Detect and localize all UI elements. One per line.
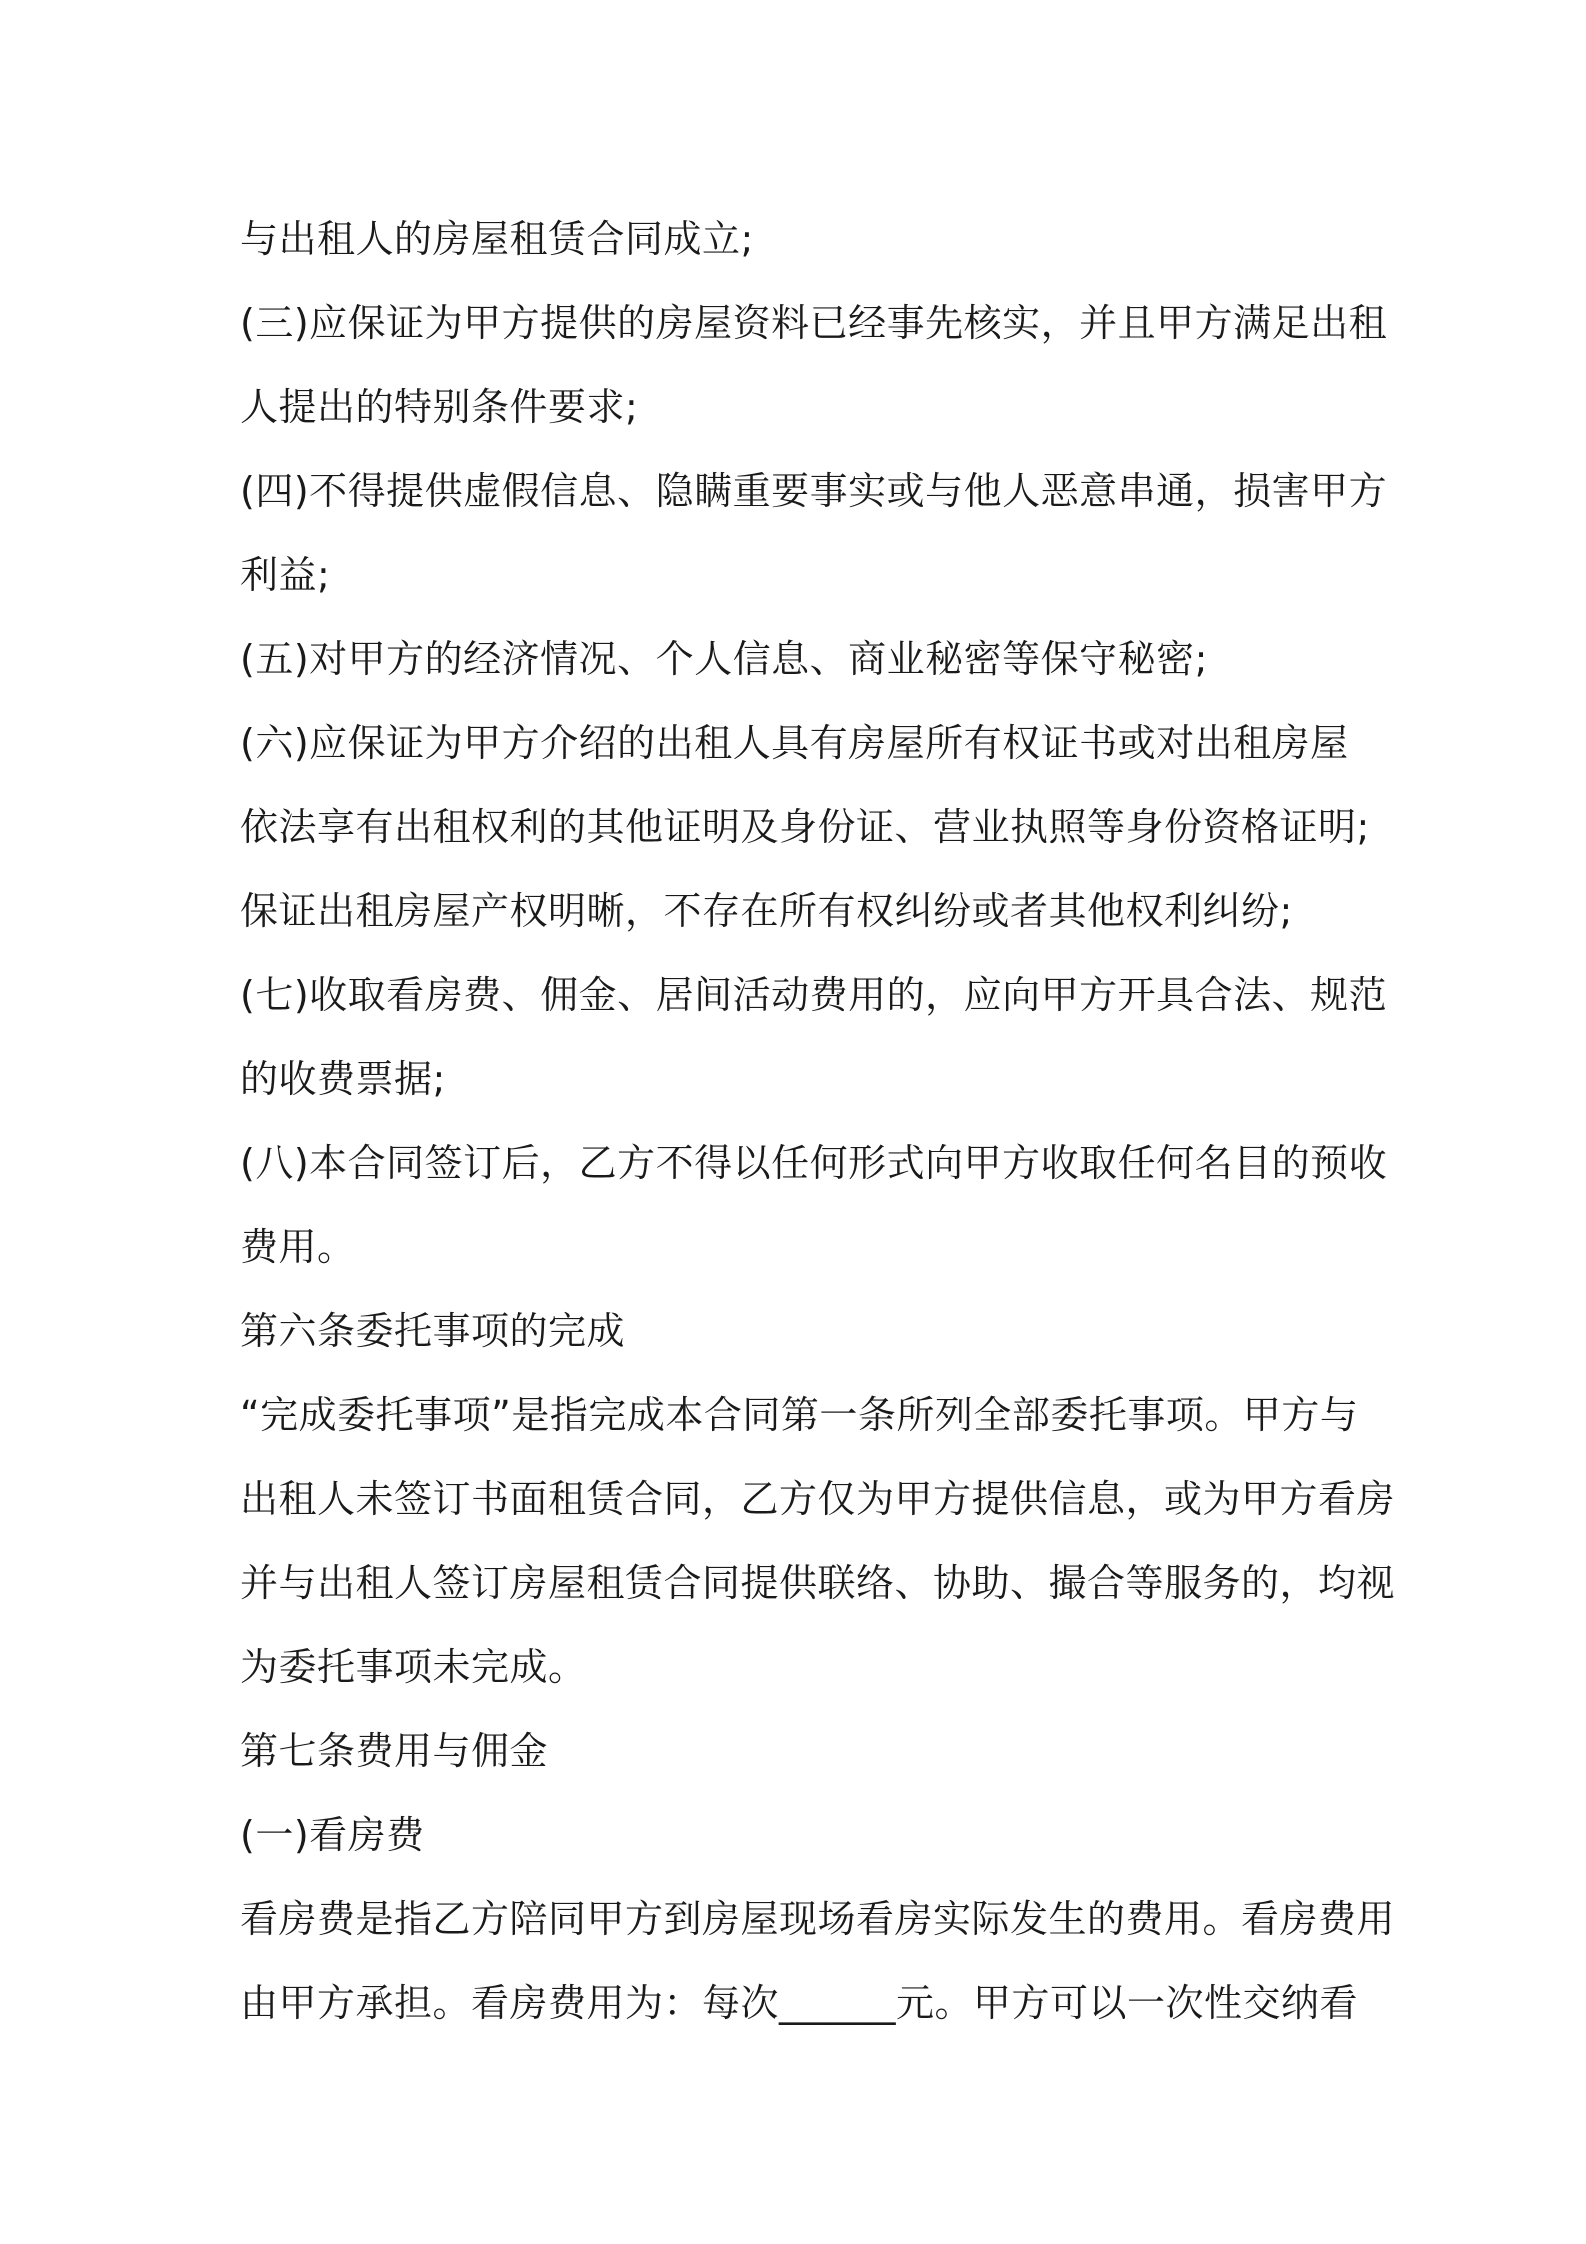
clause-5-line: (五)对甲方的经济情况、个人信息、商业秘密等保守秘密; [240,637,1208,681]
paragraph-line: 看房费是指乙方陪同甲方到房屋现场看房实际发生的费用。看房费用 [240,1897,1396,1941]
paragraph-line: 利益; [240,553,331,597]
paragraph-line: 与出租人的房屋租赁合同成立; [240,217,754,261]
subsection-heading: (一)看房费 [240,1813,425,1857]
document-body [240,197,1396,2045]
paragraph-line: 由甲方承担。看房费用为：每次______元。甲方可以一次性交纳看 [240,1981,1359,2025]
paragraph-line: 保证出租房屋产权明晰，不存在所有权纠纷或者其他权利纠纷; [240,889,1293,933]
paragraph-line: 为委托事项未完成。 [240,1645,587,1689]
paragraph-line: 出租人未签订书面租赁合同，乙方仅为甲方提供信息，或为甲方看房 [240,1477,1396,1521]
clause-3-line: (三)应保证为甲方提供的房屋资料已经事先核实，并且甲方满足出租 [240,301,1388,345]
clause-7-line: (七)收取看房费、佣金、居间活动费用的，应向甲方开具合法、规范 [240,973,1388,1017]
paragraph-line: “完成委托事项”是指完成本合同第一条所列全部委托事项。甲方与 [240,1393,1359,1437]
article-7-heading: 第七条费用与佣金 [240,1729,549,1773]
paragraph-line: 人提出的特别条件要求; [240,385,639,429]
article-6-heading: 第六条委托事项的完成 [240,1309,626,1353]
clause-6-line: (六)应保证为甲方介绍的出租人具有房屋所有权证书或对出租房屋 [240,721,1349,765]
paragraph-line: 并与出租人签订房屋租赁合同提供联络、协助、撮合等服务的，均视 [240,1561,1396,1605]
paragraph-line: 费用。 [240,1225,356,1269]
clause-4-line: (四)不得提供虚假信息、隐瞒重要事实或与他人恶意串通，损害甲方 [240,469,1388,513]
paragraph-line: 依法享有出租权利的其他证明及身份证、营业执照等身份资格证明; [240,805,1370,849]
paragraph-line: 的收费票据; [240,1057,446,1101]
clause-8-line: (八)本合同签订后，乙方不得以任何形式向甲方收取任何名目的预收 [240,1141,1388,1185]
